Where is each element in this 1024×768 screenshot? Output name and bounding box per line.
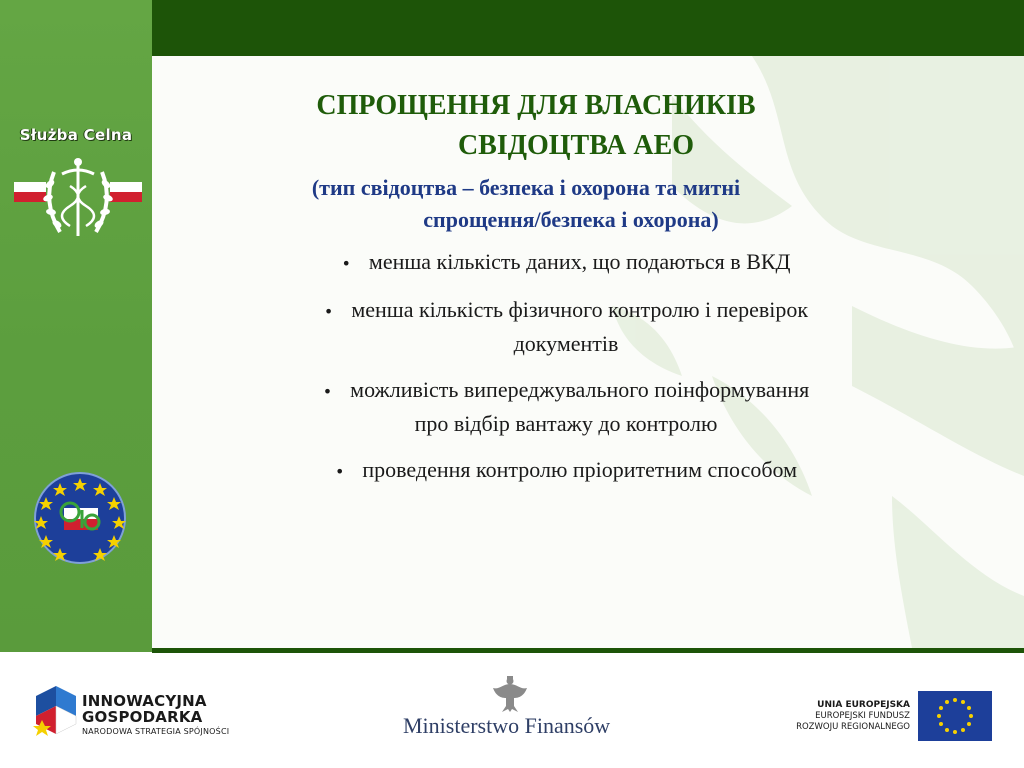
list-item	[216, 294, 916, 360]
bullet-marker: •	[341, 254, 351, 273]
ig-line2: GOSPODARKA	[82, 708, 203, 726]
bullet-line2: про відбір вантажу до контролю	[414, 411, 718, 436]
eclo-eu-stars-icon	[30, 472, 130, 564]
ig-line1: INNOWACYJNA	[82, 692, 207, 710]
bullet-line1: можливість випереджувального поінформування	[350, 377, 810, 402]
eu-flag-icon	[918, 691, 992, 741]
bullet-line1: менша кількість даних, що подаються в ВКД	[368, 249, 791, 274]
slide-title-line1: СПРОЩЕННЯ ДЛЯ ВЛАСНИКІВ	[316, 90, 756, 121]
slide-subtitle-line1: (тип свідоцтва – безпека і охорона та митні	[311, 175, 741, 200]
bullet-marker: •	[323, 302, 334, 321]
slide-subtitle-line2: спрощення/безпека і охорона)	[423, 207, 719, 232]
ue-line3: ROZWOJU REGIONALNEGO	[796, 722, 910, 732]
innowacyjna-gospodarka-logo	[32, 680, 78, 738]
list-item	[216, 374, 916, 440]
list-item	[216, 246, 916, 280]
slide-subtitle	[216, 172, 916, 236]
ue-line1: UNIA EUROPEJSKA	[817, 700, 910, 710]
slide-title-line2: СВІДОЦТВА АЕО	[457, 130, 695, 161]
ue-line2: EUROPEJSKI FUNDUSZ	[815, 711, 910, 721]
bullet-line1: проведення контролю пріоритетним способом	[362, 457, 798, 482]
bullet-list	[216, 246, 916, 488]
innowacyjna-gospodarka-text	[82, 693, 229, 738]
ministerstwo-finansow-label: Ministerstwo Finansów	[403, 713, 611, 738]
bullet-line2: документів	[513, 331, 619, 356]
bullet-marker: •	[322, 382, 333, 401]
top-bar	[152, 0, 1024, 56]
ig-line3: NARODOWA STRATEGIA SPÓJNOŚCI	[82, 727, 230, 736]
slide-title	[216, 86, 916, 166]
list-item	[216, 454, 916, 488]
polish-eagle-icon	[490, 674, 530, 714]
slide-text	[216, 86, 916, 502]
bullet-line1: менша кількість фізичного контролю і перевірок	[351, 297, 809, 322]
customs-eagle-crest-icon	[14, 152, 142, 244]
bullet-marker: •	[334, 462, 345, 481]
sluzba-celna-label: Służba Celna	[19, 126, 133, 144]
unia-europejska-text	[780, 699, 910, 733]
